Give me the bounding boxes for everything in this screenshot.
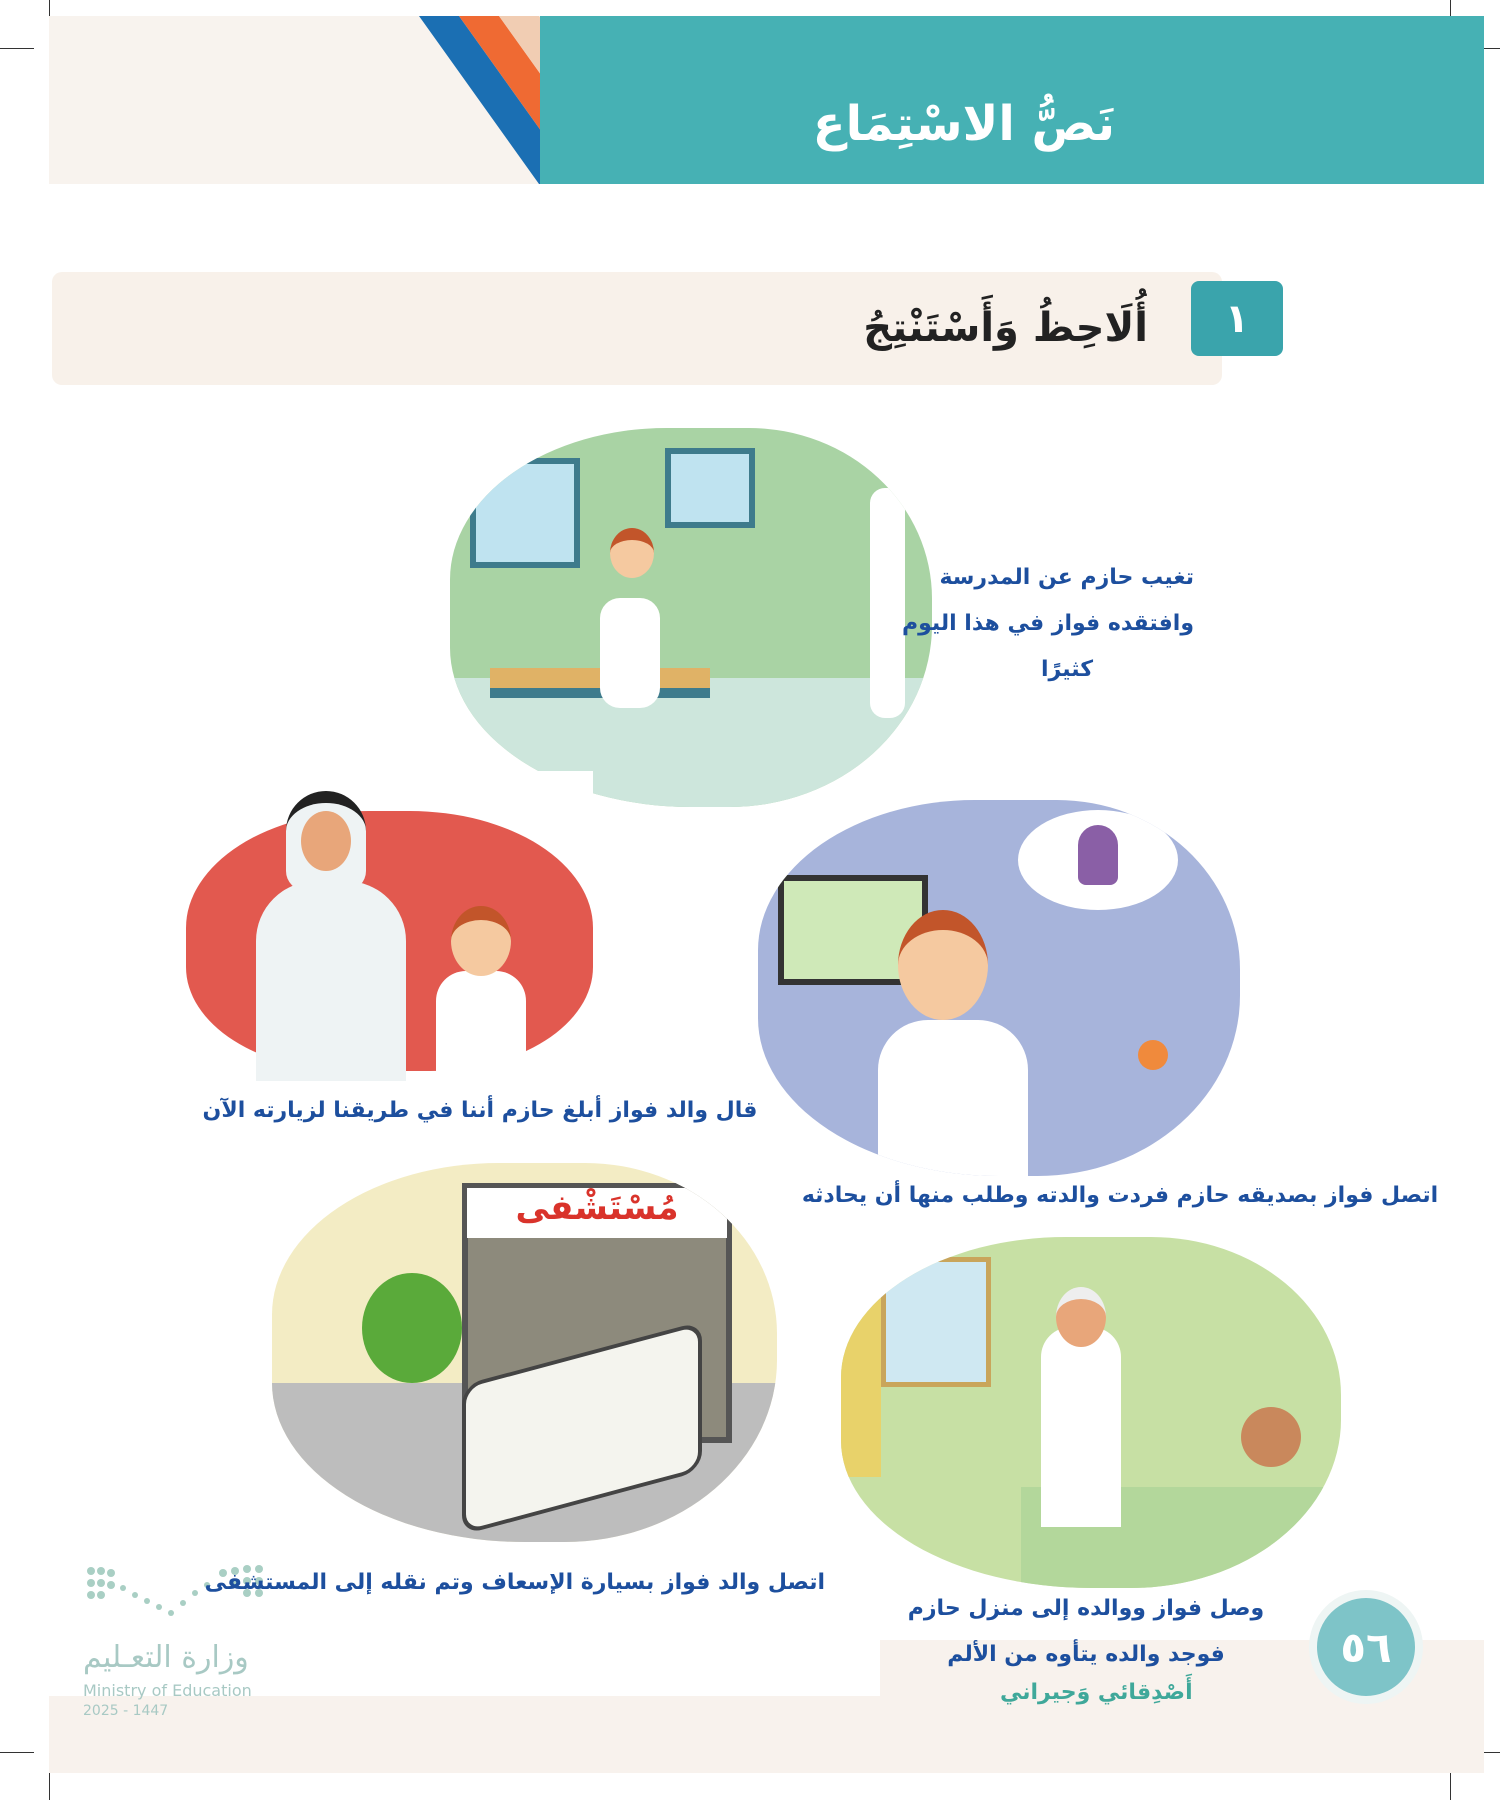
caption-3: اتصل فواز بصديقه حازم فردت والدته وطلب منها أن يحادثه bbox=[801, 1183, 1439, 1208]
father-illustration bbox=[186, 771, 593, 1081]
caption-line: وصل فواز ووالده إلى منزل حازم bbox=[907, 1596, 1265, 1621]
hospital-illustration bbox=[272, 1163, 777, 1542]
unit-title: أَصْدِقائي وَجيراني bbox=[1000, 1680, 1193, 1705]
caption-line: تغيب حازم عن المدرسة bbox=[939, 565, 1194, 590]
crop-mark bbox=[1450, 1770, 1451, 1800]
caption-line: فوجد والده يتأوه من الألم bbox=[947, 1642, 1225, 1667]
caption-2: قال والد فواز أبلغ حازم أننا في طريقنا لزيارته الآن bbox=[202, 1098, 758, 1123]
bedroom-illustration bbox=[841, 1237, 1341, 1588]
crop-mark bbox=[49, 1770, 50, 1800]
section-number: ١ bbox=[1191, 281, 1283, 356]
caption-line: كثيرًا bbox=[1041, 657, 1093, 682]
page-title: نَصُّ الاسْتِمَاع bbox=[812, 96, 1115, 152]
crop-mark bbox=[0, 48, 34, 49]
ministry-name-english: Ministry of Education bbox=[83, 1681, 252, 1700]
crop-mark bbox=[0, 1752, 34, 1753]
caption-4: اتصل والد فواز بسيارة الإسعاف وتم نقله إلى المستشفى bbox=[204, 1570, 825, 1595]
hospital-sign: مُسْتَشْفى bbox=[467, 1188, 727, 1238]
ministry-name-arabic: وزارة التعـليم bbox=[83, 1640, 249, 1675]
caption-1 bbox=[901, 555, 1194, 693]
page-number: ٥٦ bbox=[1309, 1590, 1423, 1704]
classroom-illustration bbox=[450, 428, 932, 807]
edition-year: 2025 - 1447 bbox=[83, 1703, 169, 1719]
section-heading: أُلَاحِظُ وَأَسْتَنْتِجُ bbox=[863, 305, 1148, 351]
footer-band bbox=[49, 1696, 1484, 1773]
phone-call-illustration bbox=[758, 800, 1240, 1176]
caption-5 bbox=[900, 1586, 1272, 1678]
caption-line: وافتقده فواز في هذا اليوم bbox=[901, 611, 1194, 636]
